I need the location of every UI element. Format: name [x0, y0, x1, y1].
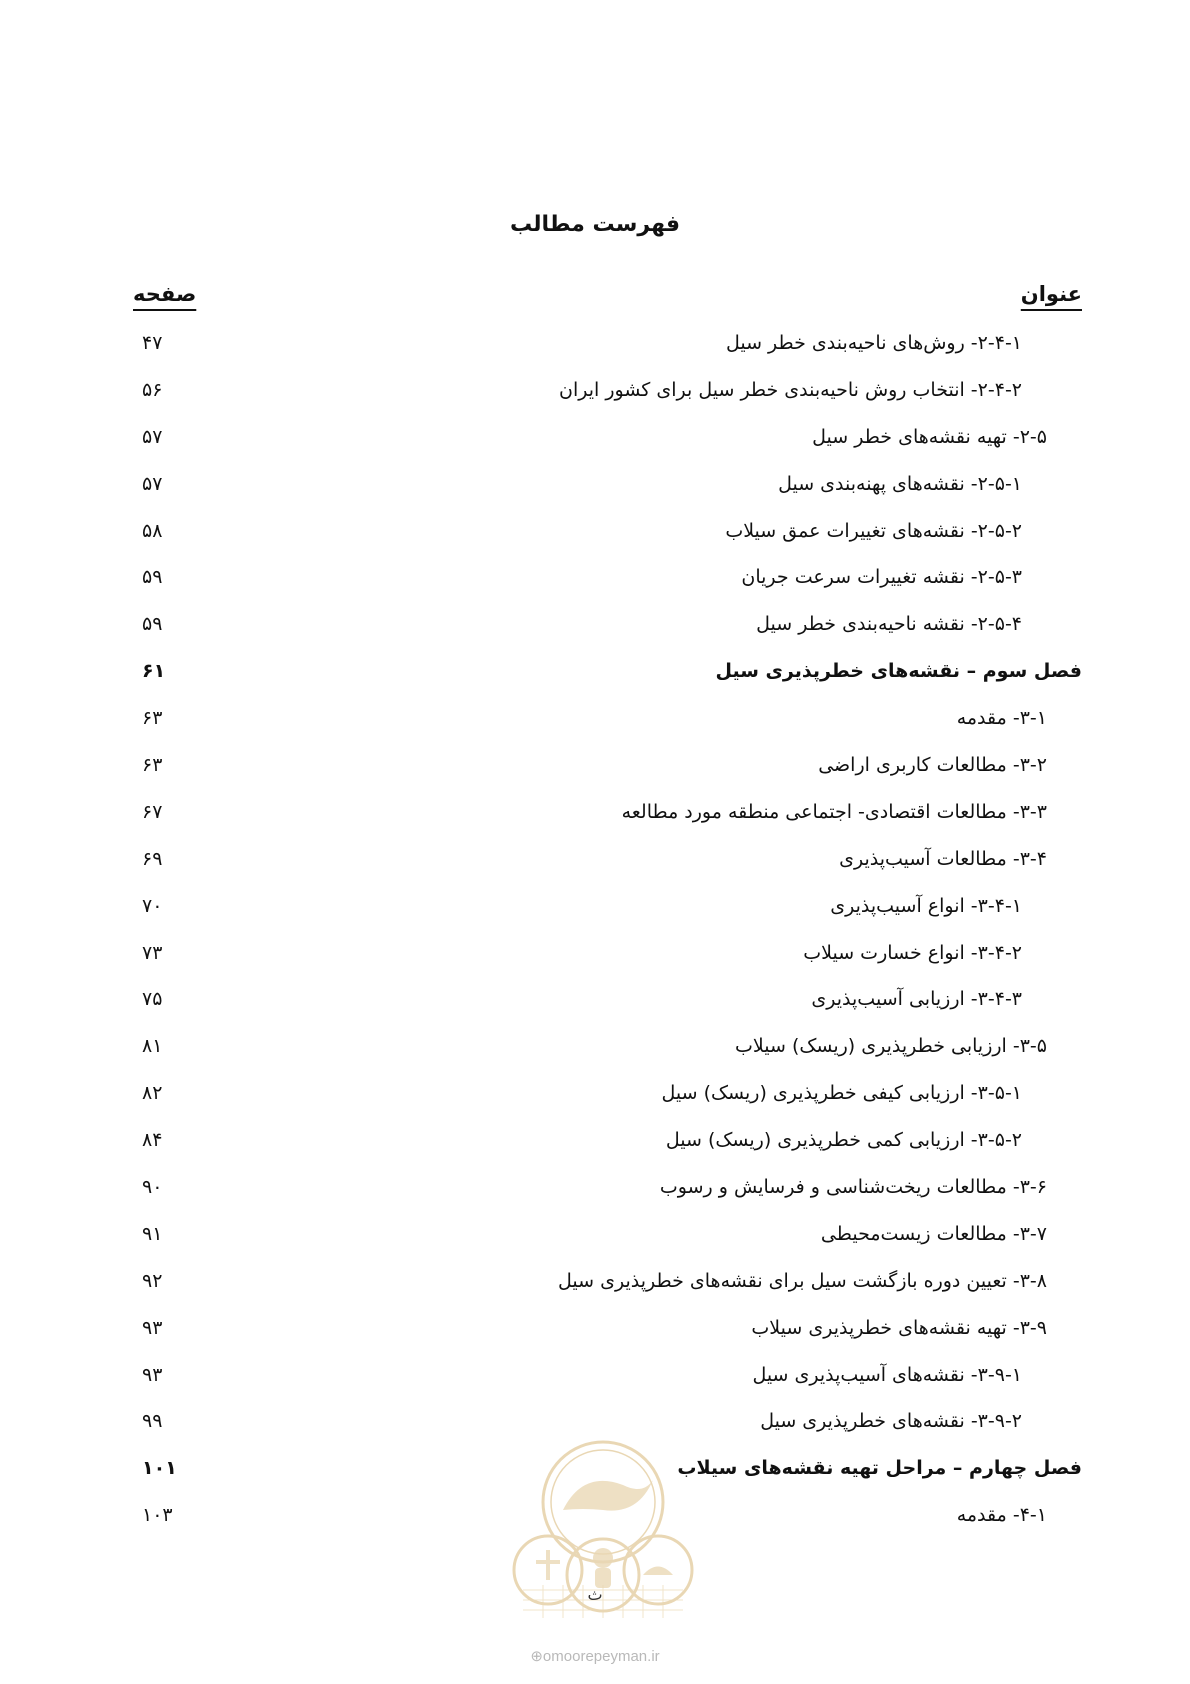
toc-entry-title: ۳-۴- مطالعات آسیب‌پذیری: [839, 847, 1047, 870]
toc-row: [0, 562, 1190, 609]
toc-row: [0, 703, 1190, 750]
page-column-header: صفحه: [133, 282, 197, 306]
toc-entry-title: ۳-۸- تعیین دوره بازگشت سیل برای نقشه‌های خطرپذیری سیل: [558, 1269, 1047, 1292]
toc-entry-page: ۹۳: [142, 1316, 163, 1339]
toc-row: [0, 656, 1190, 703]
toc-entry-title: فصل چهارم – مراحل تهیه نقشه‌های سیلاب: [677, 1457, 1082, 1480]
toc-row: [0, 750, 1190, 797]
toc-entry-title: ۳-۵-۲- ارزیابی کمی خطرپذیری (ریسک) سیل: [665, 1129, 1022, 1152]
toc-entry-title: ۳-۱- مقدمه: [956, 707, 1047, 730]
toc-entry-title: ۳-۵-۱- ارزیابی کیفی خطرپذیری (ریسک) سیل: [661, 1082, 1022, 1105]
toc-row: [0, 1031, 1190, 1078]
toc-row: [0, 469, 1190, 516]
toc-entry-page: ۱۰۱: [142, 1457, 177, 1480]
page-number: ث: [587, 1585, 603, 1604]
toc-entry-page: ۶۳: [142, 707, 163, 730]
toc-row: [0, 938, 1190, 985]
toc-entry-page: ۶۱: [142, 660, 166, 683]
toc-entry-title: ۳-۴-۲- انواع خسارت سیلاب: [803, 941, 1022, 964]
site-url-text: omoorepeyman.ir: [542, 1648, 660, 1665]
toc-entry-title: ۳-۳- مطالعات اقتصادی- اجتماعی منطقه مورد مطالعه: [621, 800, 1047, 823]
toc-row: [0, 1078, 1190, 1125]
toc-entry-title: ۲-۵-۴- نقشه ناحیه‌بندی خطر سیل: [756, 613, 1022, 636]
toc-entry-page: ۵۷: [142, 472, 163, 495]
toc-entry-page: ۶۳: [142, 754, 163, 777]
toc-row: [0, 609, 1190, 656]
toc-entry-title: ۳-۷- مطالعات زیست‌محیطی: [820, 1222, 1047, 1245]
toc-entry-page: ۶۹: [142, 847, 163, 870]
table-of-contents: [0, 328, 1190, 1547]
globe-icon: ⊕: [530, 1648, 543, 1665]
toc-entry-page: ۵۷: [142, 425, 163, 448]
toc-row: [0, 516, 1190, 563]
toc-entry-title: ۲-۵-۲- نقشه‌های تغییرات عمق سیلاب: [725, 519, 1022, 542]
toc-row: [0, 1313, 1190, 1360]
toc-entry-title: ۳-۴-۱- انواع آسیب‌پذیری: [830, 894, 1022, 917]
toc-entry-page: ۸۲: [142, 1082, 163, 1105]
toc-row: [0, 1266, 1190, 1313]
toc-row: [0, 1125, 1190, 1172]
toc-entry-page: ۱۰۳: [142, 1504, 173, 1527]
toc-row: [0, 1219, 1190, 1266]
toc-entry-page: ۷۵: [142, 988, 163, 1011]
toc-entry-page: ۶۷: [142, 800, 163, 823]
toc-entry-title: ۲-۵-۱- نقشه‌های پهنه‌بندی سیل: [778, 472, 1022, 495]
toc-entry-title: ۳-۹- تهیه نقشه‌های خطرپذیری سیلاب: [751, 1316, 1047, 1339]
toc-entry-page: ۵۹: [142, 613, 163, 636]
toc-row: [0, 891, 1190, 938]
toc-entry-title: ۳-۲- مطالعات کاربری اراضی: [818, 754, 1047, 777]
toc-entry-page: ۷۳: [142, 941, 163, 964]
toc-entry-page: ۵۶: [142, 378, 163, 401]
toc-entry-title: ۳-۹-۲- نقشه‌های خطرپذیری سیل: [760, 1410, 1022, 1433]
title-column-header: عنوان: [1020, 282, 1082, 306]
toc-entry-title: فصل سوم – نقشه‌های خطرپذیری سیل: [715, 660, 1082, 683]
site-url-watermark: [0, 1647, 1190, 1665]
toc-row: [0, 844, 1190, 891]
page-title: فهرست مطالب: [509, 212, 681, 237]
toc-entry-page: ۸۴: [142, 1129, 163, 1152]
toc-entry-title: ۲-۵-۳- نقشه تغییرات سرعت جریان: [741, 566, 1022, 589]
toc-entry-page: ۷۰: [142, 894, 163, 917]
toc-entry-title: ۲-۴-۲- انتخاب روش ناحیه‌بندی خطر سیل برای کشور ایران: [559, 378, 1022, 401]
toc-entry-page: ۹۰: [142, 1176, 163, 1199]
toc-row: [0, 328, 1190, 375]
toc-entry-page: ۹۳: [142, 1363, 163, 1386]
toc-row: [0, 797, 1190, 844]
toc-row: [0, 1172, 1190, 1219]
toc-row: [0, 422, 1190, 469]
toc-entry-page: ۹۲: [142, 1269, 163, 1292]
toc-row: [0, 375, 1190, 422]
toc-entry-title: ۳-۴-۳- ارزیابی آسیب‌پذیری: [811, 988, 1022, 1011]
toc-entry-title: ۳-۹-۱- نقشه‌های آسیب‌پذیری سیل: [752, 1363, 1022, 1386]
toc-entry-title: ۳-۶- مطالعات ریخت‌شناسی و فرسایش و رسوب: [659, 1176, 1047, 1199]
toc-entry-page: ۸۱: [142, 1035, 163, 1058]
toc-row: [0, 984, 1190, 1031]
toc-entry-title: ۲-۵- تهیه نقشه‌های خطر سیل: [812, 425, 1047, 448]
toc-entry-page: ۹۹: [142, 1410, 163, 1433]
toc-entry-page: ۴۷: [142, 332, 163, 354]
toc-entry-title: ۴-۱- مقدمه: [956, 1504, 1047, 1527]
toc-entry-page: ۹۱: [142, 1222, 163, 1245]
toc-entry-title: ۳-۵- ارزیابی خطرپذیری (ریسک) سیلاب: [735, 1035, 1047, 1058]
toc-row: [0, 1360, 1190, 1407]
toc-entry-page: ۵۹: [142, 566, 163, 589]
toc-entry-title: ۲-۴-۱- روش‌های ناحیه‌بندی خطر سیل: [725, 332, 1022, 354]
toc-entry-page: ۵۸: [142, 519, 163, 542]
